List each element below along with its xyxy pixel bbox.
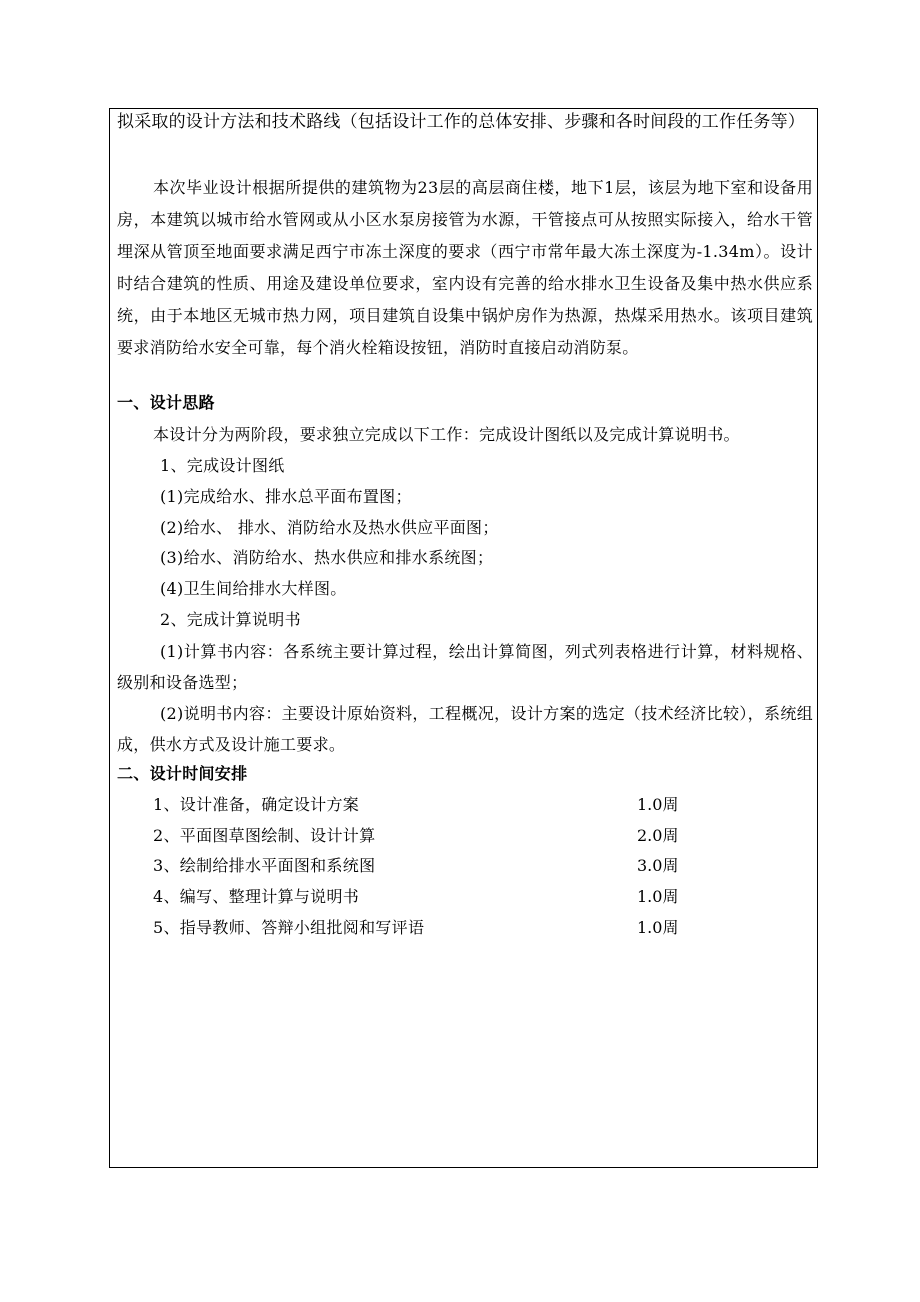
drawing-item: (1)完成给水、排水总平面布置图； (160, 487, 412, 506)
schedule-task: 3、绘制给排水平面图和系统图 (153, 856, 376, 875)
design-summary: 本设计分为两阶段，要求独立完成以下工作：完成设计图纸以及完成计算说明书。 (153, 425, 740, 444)
drawing-item: (4)卫生间给排水大样图。 (160, 579, 347, 598)
section-title-schedule: 二、设计时间安排 (117, 764, 248, 783)
schedule-task: 2、平面图草图绘制、设计计算 (153, 826, 376, 845)
schedule-duration: 1.0周 (637, 795, 679, 814)
section-title-design-approach: 一、设计思路 (117, 393, 215, 412)
drawing-item: (3)给水、消防给水、热水供应和排水系统图； (160, 548, 494, 567)
intro-paragraph: 本次毕业设计根据所提供的建筑物为23层的高层商住楼，地下1层，该层为地下室和设备用房，本建筑以城市给水管网或从小区水泵房接管为水源，干管接点可从按照实际接入，给水干管埋深从管顶至地面要求满足西宁市冻土深度的要求（西宁市常年最大冻土深度为-1.34m）。设计时结合建筑的性质、用途及建设单位要求，室内设有完善的给水排水卫生设备及集中热水供应系统，由于本地区无城市热力网，项目建筑自设集中锅炉房作为热源，热煤采用热水。该项目建筑要求消防给水安全可靠，每个消火栓箱设按钮，消防时直接启动消防泵。 (117, 178, 813, 357)
schedule-duration: 1.0周 (637, 887, 679, 906)
subsection-title-drawings: 1、完成设计图纸 (160, 456, 285, 475)
schedule-duration: 2.0周 (637, 826, 679, 845)
calculation-item: (1)计算书内容：各系统主要计算过程，绘出计算简图，列式列表格进行计算，材料规格、级别和设备选型； (117, 642, 813, 692)
schedule-duration: 3.0周 (637, 856, 679, 875)
schedule-task: 5、指导教师、答辩小组批阅和写评语 (153, 918, 425, 937)
drawing-item: (2)给水、 排水、消防给水及热水供应平面图； (160, 518, 499, 537)
subsection-title-calculation: 2、完成计算说明书 (160, 610, 301, 629)
calculation-item: (2)说明书内容：主要设计原始资料，工程概况，设计方案的选定（技术经济比较），系统组成，供水方式及设计施工要求。 (117, 704, 813, 754)
schedule-duration: 1.0周 (637, 918, 679, 937)
section-heading: 拟采取的设计方法和技术路线（包括设计工作的总体安排、步骤和各时间段的工作任务等） (117, 112, 805, 132)
schedule-task: 4、编写、整理计算与说明书 (153, 887, 360, 906)
schedule-task: 1、设计准备，确定设计方案 (153, 795, 360, 814)
